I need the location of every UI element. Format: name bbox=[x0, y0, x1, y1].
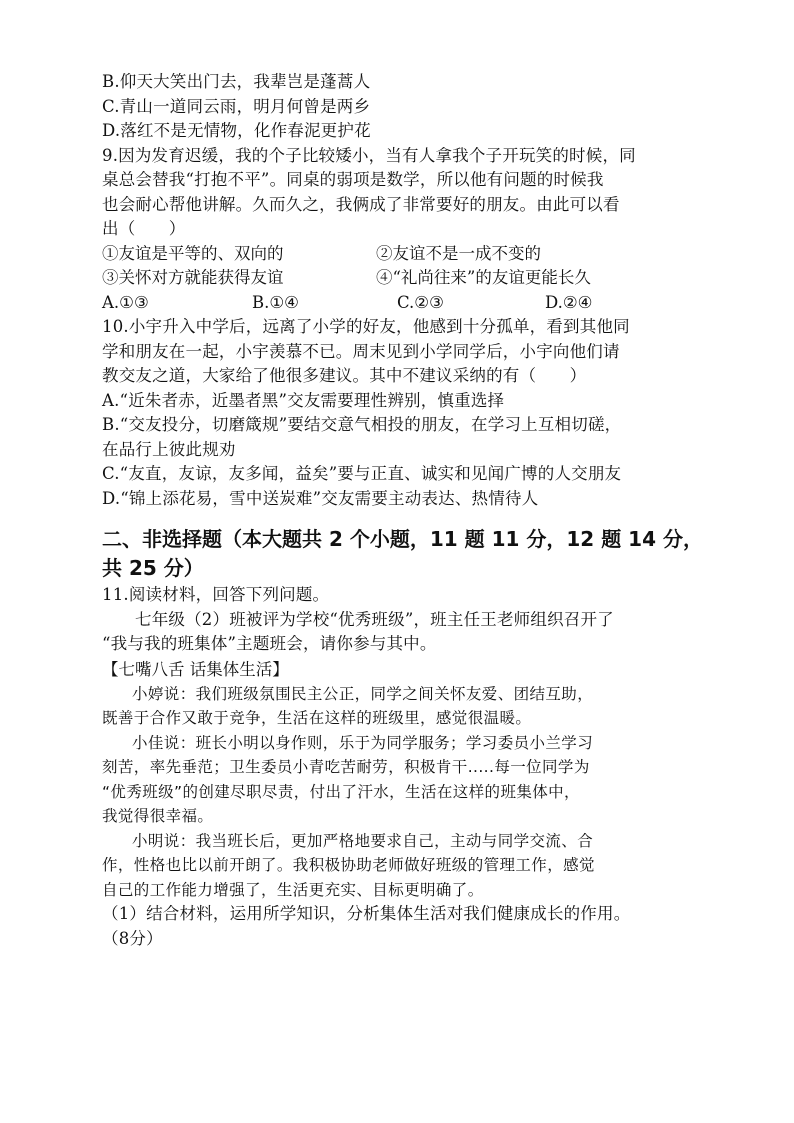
q10-option-b: B.“交友投分，切磨箴规”要结交意气相投的朋友，在学习上互相切磋， bbox=[102, 415, 622, 434]
q8-option-d: D.落红不是无情物，化作春泥更护花 bbox=[102, 121, 371, 140]
paragraph-line: 小佳说：班长小明以身作则，乐于为同学服务；学习委员小兰学习 bbox=[132, 733, 594, 752]
q9-choice-c: C.②③ bbox=[397, 292, 444, 312]
q9-statement-3: ③关怀对方就能获得友谊 bbox=[102, 268, 284, 287]
q9-statement-4: ④“礼尚往来”的友谊更能长久 bbox=[376, 268, 591, 287]
section-title-cont: 共 25 分） bbox=[102, 556, 204, 580]
q9-statements-row bbox=[102, 242, 702, 267]
q8-option-c: C.青山一道同云雨，明月何曾是两乡 bbox=[102, 96, 371, 116]
q9-choice-a: A.①③ bbox=[102, 292, 149, 312]
q11-sub-question-1: （1）结合材料，运用所学知识，分析集体生活对我们健康成长的作用。 bbox=[102, 904, 631, 923]
q10-option-d: D.“锦上添花易，雪中送炭难”交友需要主动表达、热情待人 bbox=[102, 488, 539, 508]
paragraph-line: 小婷说：我们班级氛围民主公正，同学之间关怀友爱、团结互助， bbox=[132, 684, 594, 703]
q9-statements-row bbox=[102, 266, 702, 291]
q9-choice-b: B.①④ bbox=[252, 292, 299, 312]
q9-choice-d: D.②④ bbox=[545, 292, 593, 312]
q9-stem-line: 出（ ） bbox=[102, 219, 186, 238]
q9-statement-1: ①友谊是平等的、双向的 bbox=[102, 243, 284, 263]
q11-material-line: 七年级（2）班被评为学校“优秀班级”，班主任王老师组织召开了 bbox=[135, 609, 614, 629]
paragraph-line: 小明说：我当班长后，更加严格地要求自己，主动与同学交流、合 bbox=[132, 831, 594, 850]
q10-option-b-cont: 在品行上彼此规劝 bbox=[102, 439, 236, 459]
paragraph-line: 我觉得很幸福。 bbox=[102, 807, 214, 825]
exam-page bbox=[102, 70, 702, 951]
q10-stem-line: 10.小宇升入中学后，远离了小学的好友，他感到十分孤单，看到其他同 bbox=[102, 317, 630, 336]
paragraph-line: 自己的工作能力增强了，生活更充实、目标更明确了。 bbox=[102, 880, 484, 899]
q9-choices-row bbox=[102, 291, 702, 316]
q9-stem-line: 桌总会替我“打抱不平”。同桌的弱项是数学，所以他有问题的时候我 bbox=[102, 170, 604, 189]
paragraph-line: 既善于合作又敢于竞争，生活在这样的班级里，感觉很温暖。 bbox=[102, 709, 532, 727]
q9-stem-line: 9.因为发育迟缓，我的个子比较矮小，当有人拿我个子开玩笑的时候，同 bbox=[102, 145, 636, 165]
q11-intro: 11.阅读材料，回答下列问题。 bbox=[102, 585, 330, 604]
paragraph-line: 作，性格也比以前开朗了。我积极协助老师做好班级的管理工作，感觉 bbox=[102, 856, 595, 874]
q9-stem-line: 也会耐心帮他讲解。久而久之，我俩成了非常要好的朋友。由此可以看 bbox=[102, 194, 620, 214]
section-title: 二、非选择题（本大题共 2 个小题，11 题 11 分，12 题 14 分， bbox=[102, 527, 703, 551]
q11-material-line: “我与我的班集体”主题班会，请你参与其中。 bbox=[102, 634, 437, 653]
q11-subtitle: 【七嘴八舌 话集体生活】 bbox=[102, 659, 289, 679]
q10-option-c: C.“友直，友谅，友多闻，益矣”要与正直、诚实和见闻广博的人交朋友 bbox=[102, 464, 622, 483]
q10-stem-line: 教交友之道，大家给了他很多建议。其中不建议采纳的有（ ） bbox=[102, 366, 587, 385]
q8-option-b: B.仰天大笑出门去，我辈岂是蓬蒿人 bbox=[102, 72, 371, 91]
q11-sub-question-1-score: （8分） bbox=[102, 928, 163, 948]
q10-option-a: A.“近朱者赤，近墨者黑”交友需要理性辨别，慎重选择 bbox=[102, 390, 505, 410]
paragraph-line: “优秀班级”的创建尽职尽责，付出了汗水，生活在这样的班集体中， bbox=[102, 782, 580, 801]
q10-stem-line: 学和朋友在一起，小宇羡慕不已。周末见到小学同学后，小宇向他们请 bbox=[102, 341, 620, 361]
q9-statement-2: ②友谊不是一成不变的 bbox=[376, 243, 541, 263]
paragraph-line: 刻苦，率先垂范；卫生委员小青吃苦耐劳，积极肯干.....每一位同学为 bbox=[102, 758, 590, 776]
